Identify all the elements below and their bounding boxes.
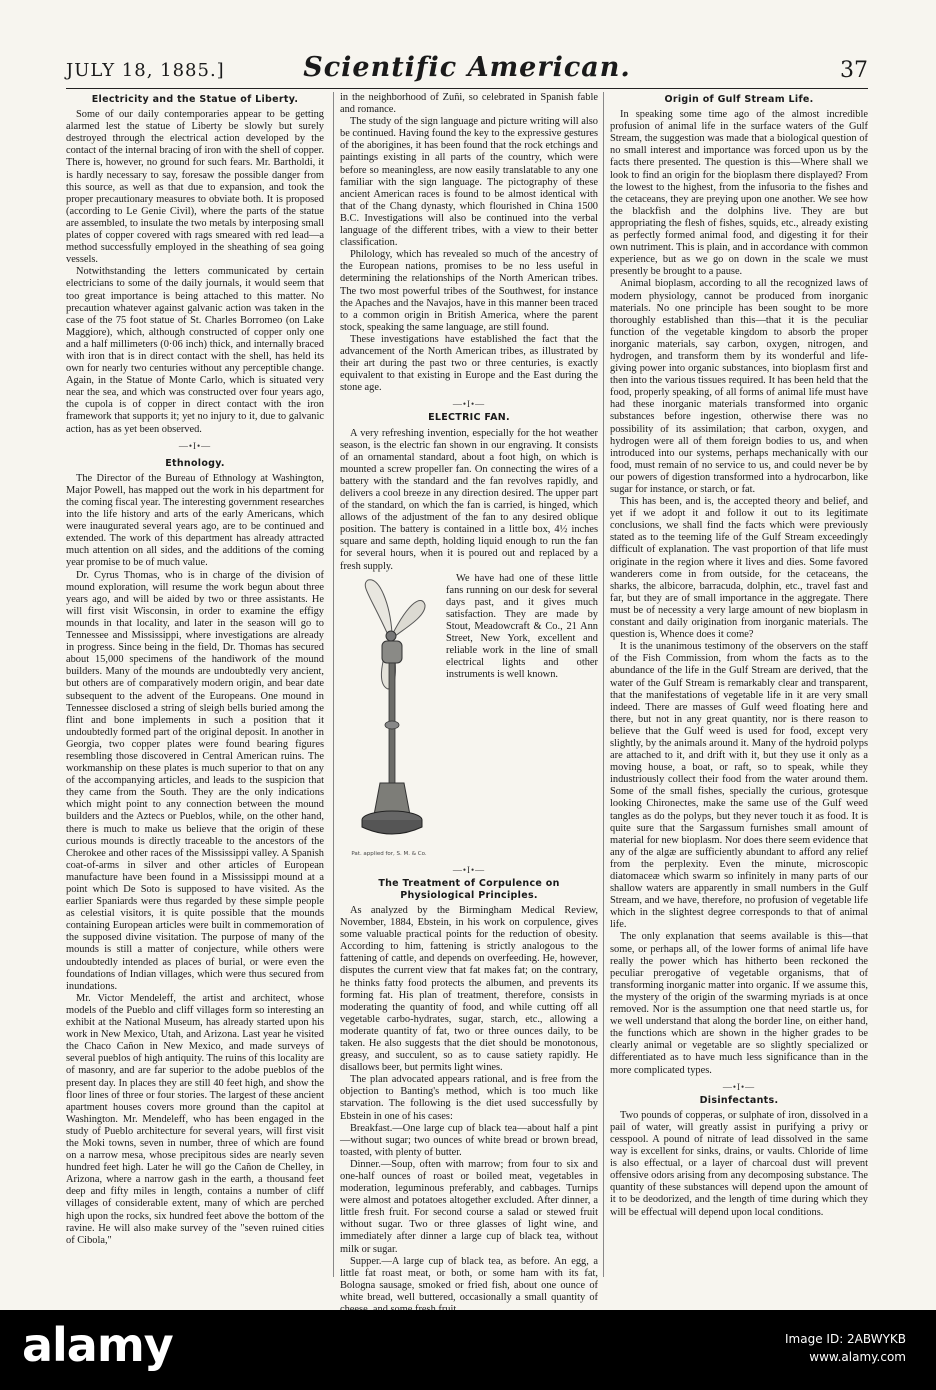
paragraph: Philology, which has revealed so much of the ancestry of the European nations, promises to be no less useful in determining the relationships of the North American tribes. The two most powerful tribes of the Southwest, for instance the Apaches and the Navajos, have in this manner been traced to a common origin in British America, where the parent stock, speaking the same language, are still found. xyxy=(340,249,598,333)
engraving-caption: Pat. applied for, S. M. & Co. xyxy=(351,850,427,857)
column-2 xyxy=(340,92,598,1303)
footer-info xyxy=(785,1330,906,1366)
column-divider xyxy=(603,92,604,1277)
paragraph: A very refreshing invention, especially for the hot weather season, is the electric fan shown in our engraving. It consists of an ornamental standard, about a foot high, on which is mounted a screw propeller fan. On connecting the wires of a battery with the standard and the fan revolves rapidly, and delivers a cool breeze in any direction desired. The upper part of the standard, on which the fan is carried, is hinged, which allows of the adjustment of the fan to any desired oblique position. The battery is contained in a little box, 4½ inches square and same depth, holding liquid enough to run the fan for several hours, when it is poured out and replaced by a fresh supply. xyxy=(340,427,598,572)
paragraph: Notwithstanding the letters communicated by certain electricians to some of the daily journals, it would seem that too great importance is being attached to this matter. No precaution whatever against galvanic action was taken in the case of the 75 foot statue of St. Charles Borromeo (on Lake Maggiore), which, although constructed of copper only one and a half millimeters (0·06 inch) thick, and internally braced with iron that is in direct contact with the shell, has held its own for nearly two centuries without any perceptible change. Again, in the Statue of Monte Carlo, which is situated very near the sea, and which was constructed over four years ago, the cupola is of copper in direct contact with the iron framework that supports it; yet no injury to it, due to galvanic action, has as yet been observed. xyxy=(66,266,324,435)
site-url: www.alamy.com xyxy=(809,1350,906,1364)
article-title-liberty: Electricity and the Statue of Liberty. xyxy=(91,94,299,105)
paragraph: Dr. Cyrus Thomas, who is in charge of the division of mound exploration, will resume the work begun about three years ago, and will be aided by two or three assistants. He will first visit Wisconsin, in order to examine the effigy mounds in that locality, and later in the season will go to Tennessee and Mississippi, where investigations are already in progress. Since being in the field, Dr. Thomas has secured about 15,000 specimens of the handiwork of the mound builders. Many of the mounds are undoubtedly very ancient, but others are of comparatively modern origin, and bear date subsequent to the advent of the Europeans. One mound in Tennessee disclosed a string of sleigh bells buried among the flint and bone implements in such a position that it undoubtedly formed part of the original deposit. In another in Georgia, two copper plates were found bearing figures resembling those discovered in Central American ruins. The workmanship on these plates is much superior to that on any of the accompanying articles, and leads to the suspicion that they came from the South. They are the only indications which might point to any connection between the mound builders and the Aztecs or Pueblos, while, on the other hand, there is much to make us believe that the origin of these curious mounds is directly traceable to the ancestors of the Cherokee and other races of the Mississippi valley. A Spanish coat-of-arms in silver and other articles of European manufacture have been found in a Mississippi mound at a point which De Soto is supposed to have visited. As the earlier Spaniards were thus regarded by these simple people as celestial visitors, it is quite possible that the mounds containing European articles were built in commemoration of the supposed divine visitation. The purpose of many of the mounds is still a matter of conjecture, while others were undoubtedly intended as places of burial, or were even the foundations of Indian villages, which were thus secured from inundations. xyxy=(66,569,324,992)
paragraph: In speaking some time ago of the almost incredible profusion of animal life in the surface waters of the Gulf Stream, the suggestion was made that a biological question of no small interest and importance was forced upon us by the facts there presented. The question is this—Where shall we look to find an origin for the bioplasm there displayed? From the lowest to the highest, from the infusoria to the fishes and the cetaceans, they are preying upon one another. We see how the blackfish and the dolphins live. They are but appropriating the flesh of fishes, squids, etc., already existing as perfectly formed animal food, and digesting it for their own nutriment. This is plain, and in accordance with common experience, but as we go on down in the scale we must presently be brought to a pause. xyxy=(610,109,868,278)
section-separator: —•I•— xyxy=(722,1081,756,1092)
paragraph: Two pounds of copperas, or sulphate of iron, dissolved in a pail of water, will greatly assist in purifying a privy or cesspool. A pound of nitrate of lead dissolved in the same way is excellent for sinks, drains, or vaults. Chloride of lime is also effectual, or a layer of charcoal dust will prevent offensive odors arising from any decomposing substance. The quantity of these substances will depend upon the amount of it to be deodorized, and the length of time during which they will be effectual will depend upon local conditions. xyxy=(610,1109,868,1218)
paragraph: Breakfast.—One large cup of black tea—about half a pint—without sugar; two ounces of white bread or brown bread, toasted, with plenty of butter. xyxy=(340,1122,598,1158)
article-title-ethnology: Ethnology. xyxy=(165,457,225,469)
paragraph: Some of our daily contemporaries appear to be getting alarmed lest the statue of Liberty be slowly but surely destroyed through the electrical action developed by the contact of the internal bracing of iron with the shell of copper. There is, however, no ground for such fears. Mr. Bartholdi, it is hardly necessary to say, foresaw the possible danger from this source, as well as that due to expansion, and took the proper precautionary measures to obviate both. It is proposed (according to Le Genie Civil), where the parts of the statue are assembled, to insulate the two metals by interposing small plates of copper covered with rags smeared with red lead—a method successfully employed in the sheathing of sea going vessels. xyxy=(66,109,324,266)
paragraph: This has been, and is, the accepted theory and belief, and yet if we adopt it and follow it out to its legitimate conclusions, we shall find the facts which were previously stated as to the teeming life of the Gulf Stream exceedingly difficult of explanation. The vast proportion of that life must originate in the region where it lives and dies. Some favored wanderers come in from outside, for the cetaceans, the sharks, the albicore, barracuda, dolphin, etc., travel fast and far, but they are of small importance in the aggregate. There must be of necessity a very large amount of new bioplasm in constant and daily origination from inorganic materials. The question is, Whence does it come? xyxy=(610,496,868,641)
article-title-corpulence: The Treatment of Corpulence on Physiological Principles. xyxy=(378,877,560,901)
image-id: Image ID: 2ABWYKB xyxy=(785,1332,906,1346)
stock-footer-bar xyxy=(0,1310,936,1390)
publication-title: Scientific American. xyxy=(303,52,631,83)
alamy-logo: alamy xyxy=(22,1318,173,1372)
paragraph: The study of the sign language and picture writing will also be continued. Having found the key to the expressive gestures of the aborigines, it has been found that the rock etchings and paintings existing in all parts of the country, which were before so meaningless, are now easily translatable to any one familiar with the sign language. The pictography of these ancient American races is found to be almost identical with that of the Chang dynasty, which flourished in China 1500 B.C. Investigations will also be continued into the verbal language of the different tribes, with a view to their better classification. xyxy=(340,116,598,249)
page-number: 37 xyxy=(840,58,868,83)
paragraph: We have had one of these little fans running on our desk for several days past, and it gives much satisfaction. They are made by Stout, Meadowcraft & Co., 21 Ann Street, New York, excellent and reliable work in the line of small electrical lights and other instruments is well known. xyxy=(446,572,598,681)
paragraph: The Director of the Bureau of Ethnology at Washington, Major Powell, has mapped out the work in his department for the coming fiscal year. The interesting government researches into the life history and arts of the early Americans, which were inaugurated several years ago, are to be continued and extended. The work of this department has already attracted much attention on all sides, and the additions of the coming year promise to be of much value. xyxy=(66,472,324,569)
article-title-gulf-stream: Origin of Gulf Stream Life. xyxy=(664,94,814,105)
masthead xyxy=(66,50,868,90)
column-3 xyxy=(610,92,868,1282)
electric-fan-illustration xyxy=(340,575,438,855)
section-separator: —•I•— xyxy=(452,399,486,410)
column-divider xyxy=(333,92,334,1277)
paragraph: Supper.—A large cup of black tea, as before. An egg, a little fat roast meat, or both, or some ham with its fat, Bologna sausage, smoked or fried fish, about one ounce of white bread, well buttered, occasionally a small quantity of xyxy=(340,1255,598,1303)
issue-date: JULY 18, 1885.] xyxy=(66,60,225,81)
paragraph: It is the unanimous testimony of the observers on the staff of the Fish Commission, from whom the facts as to the abundance of the life in the Gulf Stream are derived, that the water of the Gulf Stream is remarkably clear and transparent, that the manifestations of vegetable life in it are very small indeed. There are masses of Gulf weed floating here and there, but not in any great quantity, nor is there reason to believe that the Gulf weed is used for food, except very slightly, by the animals around it. Many of the hydroid polyps are attached to it, and drift with it, but they use it only as a moving house, a boat, or raft, so to speak, while they industriously collect their food from the water around them. Some of the small fishes, specially the curious, grotesque looking Chironectes, make the same use of the Gulf weed tangles as do the polyps, but they never touch it as food. It is quite sure that the Sargassum furnishes small amount of material for new bioplasm. Nor does there seem evidence that any of the algæ are sufficiently abundant to afford any relief from the perplexity. Even the minute, microscopic diatomaceæ which swarm so infinitely in many parts of our shallow waters are apparently in small numbers in the Gulf Stream, and we have, therefore, no profusion of vegetable life which in the slightest degree corresponds to that of animal life. xyxy=(610,641,868,931)
article-title-disinfectants: Disinfectants. xyxy=(699,1094,779,1106)
section-separator: —•I•— xyxy=(178,440,212,451)
paragraph: The only explanation that seems available is this—that some, or perhaps all, of the lower forms of animal life have really the power which has hitherto been reckoned the peculiar prerogative of vegetable organisms, that of transforming inorganic matter into organic. If we assume this, the mystery of the origin of the swarming myriads is at once removed. Nor is the assumption one that need startle us, for we well understand that along the border line, on either hand, the functions which are shown in the higher grades to be clearly animal or vegetable are so slightly specialized or differentiated as to have much less significance than in the more complicated types. xyxy=(610,931,868,1076)
paragraph: Animal bioplasm, according to all the recognized laws of modern physiology, cannot be produced from inorganic materials. No one principle has been sought to be more thoroughly established than this—that it is the peculiar function of the vegetable kingdom to absorb the proper inorganic materials, say carbon, oxygen, nitrogen, and hydrogen, and transform them by its wonderful and life-giving power into organic substances, into bioplasm first and then into the various tissues required. It has been held that the food, properly speaking, of all forms of animal life must have had these inorganic materials transformed into organic substances before ingestion, otherwise there was no possibility of its assimilation; that carbon, oxygen, and hydrogen were all of them foreign bodies to us, and when introduced into our systems, perhaps mechanically with our food, must remain of no service to us, and could never be by our powers of digestion transformed into a hydrocarbon, like sugar for instance, or starch, or fat. xyxy=(610,278,868,495)
paragraph: in the neighborhood of Zuñi, so celebrated in Spanish fable and romance. xyxy=(340,92,598,116)
masthead-rule xyxy=(66,88,868,89)
paragraph: The plan advocated appears rational, and is free from the objection to Banting's method, which is too much like starvation. The following is the diet used successfully by Ebstein in one of his cases: xyxy=(340,1074,598,1122)
paragraph: Mr. Victor Mendeleff, the artist and architect, whose models of the Pueblo and cliff villages form so interesting an exhibit at the National Museum, has already started upon his work in New Mexico, Utah, and Arizona. Last year he visited the Chaco Cañon in New Mexico, and made surveys of several pueblos of high antiquity. The ruins of this locality are of masonry, and are far superior to the adobe pueblos of the present day. In places they are still 40 feet high, and show the floor lines of three or four stories. The largest of these ancient apartment houses covers more ground than the capitol at Washington. Mr. Mendeleff, who has been engaged in the study of Pueblo architecture for several years, will first visit the Moki towns, seven in number, three of which are found on a narrow mesa, whose precipitous sides are nearly seven hundred feet high. Later he will go the Cañon de Chelley, in Arizona, where a narrow gash in the earth, a thousand feet deep and fifty miles in length, contains a number of cliff villages of considerable extent, many of which are perched high upon the rocks, six hundred feet above the bottom of the ravine. He will also make survey of the "seven ruined cities of Cibola," xyxy=(66,992,324,1246)
electric-fan-engraving xyxy=(340,575,438,860)
paragraph: Dinner.—Soup, often with marrow; from four to six and one-half ounces of roast or boiled meat, vegetables in moderation, leguminous preferably, and cabbages. Turnips were almost and potatoes altogether excluded. After dinner, a little fresh fruit. For second course a salad or stewed fruit without sugar. Two or three glasses of light wine, and immediately after dinner a large cup of black tea, without milk or sugar. xyxy=(340,1158,598,1255)
article-title-electric-fan: ELECTRIC FAN. xyxy=(428,412,510,424)
paragraph: These investigations have established the fact that the advancement of the North American tribes, as illustrated by their art during the past two or three centuries, is exactly equivalent to that existing in Europe and the East during the stone age. xyxy=(340,333,598,394)
section-separator: —•I•— xyxy=(452,864,486,875)
paragraph: As analyzed by the Birmingham Medical Review, November, 1884, Ebstein, in his work on corpulence, gives some valuable practical points for the reduction of obesity. According to him, fattening is strictly analogous to the fattening of cattle, and depends on overfeeding. He, however, disputes the current view that fat makes fat; on the contrary, he thinks fatty food protects the albumen, and prevents its forming fat. His plan of treatment, therefore, consists in moderating the quantity of food, and while cutting off all vegetable carbo-hydrates, sugar, starch, etc., allowing a moderate quantity of fat, two or three ounces daily, to be taken. He also suggests that the diet should be monotonous, greasy, and succulent, so as to cause satiety rapidly. He disallows beer, but permits light wines. xyxy=(340,904,598,1074)
column-1 xyxy=(66,92,324,1282)
